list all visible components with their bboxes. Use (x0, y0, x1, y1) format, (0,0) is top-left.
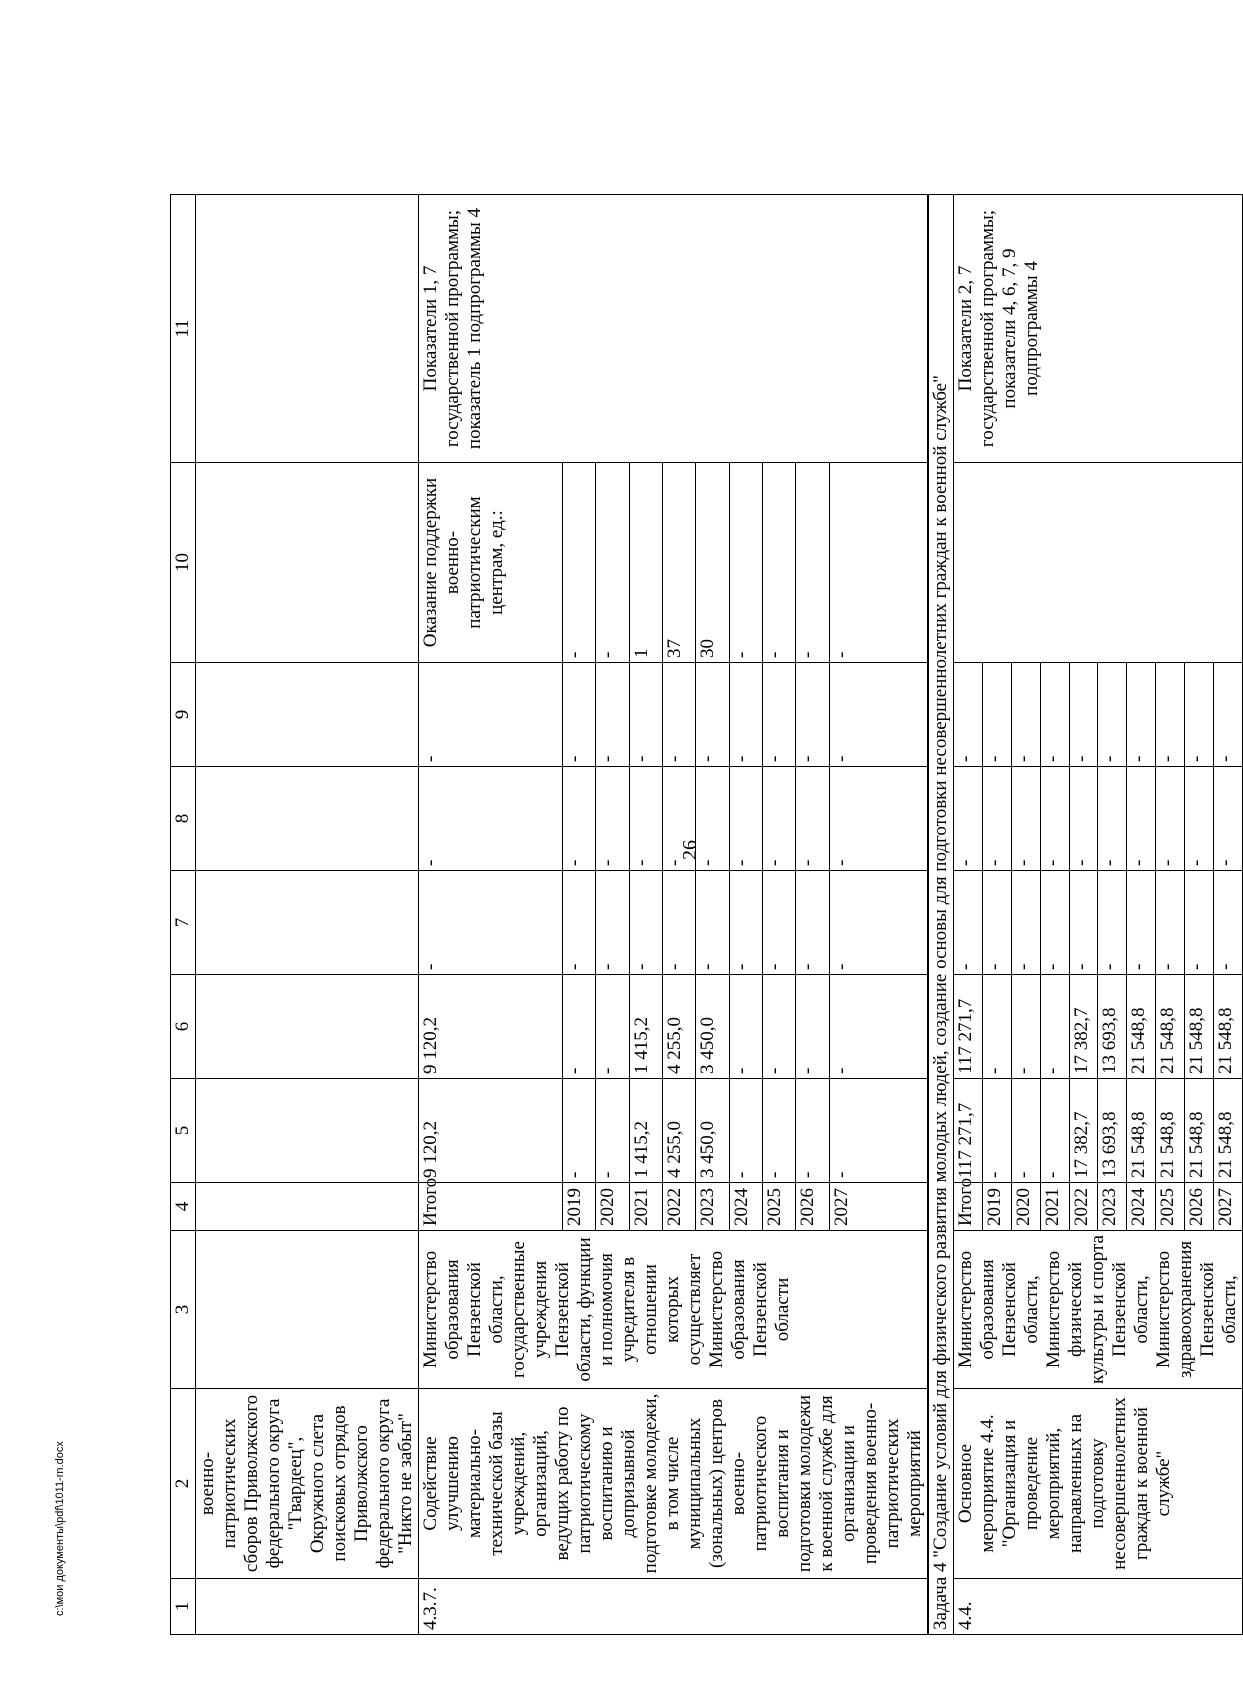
value-cell: - (796, 767, 829, 871)
year-cell: 2022 (1069, 1183, 1098, 1231)
value-cell: - (1214, 871, 1243, 975)
program-measures-table (170, 194, 1243, 1635)
header-cell: 11 (171, 195, 196, 463)
value-cell: - (563, 871, 596, 975)
value-cell: - (1214, 663, 1243, 767)
value-cell: - (1011, 1079, 1040, 1183)
measure-number-cell: 4.3.7. (419, 1579, 929, 1635)
row-4-3-7-total (419, 195, 563, 1635)
value-cell: - (729, 663, 762, 767)
header-cell: 4 (171, 1183, 196, 1231)
value-cell: - (954, 767, 983, 871)
value-cell: - (1185, 663, 1214, 767)
value-cell: - (563, 767, 596, 871)
value-cell: - (1127, 663, 1156, 767)
value-cell: - (663, 871, 696, 975)
value-cell: 1 (629, 463, 662, 663)
value-cell: 13 693,8 (1098, 975, 1127, 1079)
value-cell: - (596, 663, 629, 767)
value-cell: - (829, 1079, 928, 1183)
value-cell: - (1069, 663, 1098, 767)
value-cell: - (1098, 767, 1127, 871)
measure-name-cell: военно-патриотических сборов Приволжского федерального округа "Гвардеец", Окружного слета поисковых отрядов Приволжского федерального округа "Никто не забыт" (196, 1389, 419, 1579)
value-cell: - (763, 663, 796, 767)
table-body (171, 195, 1243, 1635)
value-cell: - (763, 767, 796, 871)
value-cell: - (629, 767, 662, 871)
value-cell: - (954, 663, 983, 767)
value-cell: - (829, 871, 928, 975)
value-cell: - (419, 871, 563, 975)
year-cell: Итого (419, 1183, 563, 1231)
value-cell: - (1214, 767, 1243, 871)
year-cell: Итого (954, 1183, 983, 1231)
year-cell: 2019 (982, 1183, 1011, 1231)
value-cell: - (982, 871, 1011, 975)
value-cell: 21 548,8 (1185, 975, 1214, 1079)
value-cell: - (1127, 767, 1156, 871)
value-cell: 21 548,8 (1214, 1079, 1243, 1183)
year-cell: 2021 (629, 1183, 662, 1231)
value-cell: - (763, 975, 796, 1079)
value-cell: - (729, 767, 762, 871)
empty-cell (196, 1183, 419, 1231)
value-cell: 117 271,7 (954, 1079, 983, 1183)
value-cell: - (563, 975, 596, 1079)
value-cell: 30 (696, 463, 729, 663)
year-cell: 2025 (1156, 1183, 1185, 1231)
header-cell: 7 (171, 871, 196, 975)
value-cell: - (1098, 871, 1127, 975)
value-cell: - (729, 463, 762, 663)
value-cell: 21 548,8 (1127, 1079, 1156, 1183)
value-cell: 117 271,7 (954, 975, 983, 1079)
value-cell: - (1011, 767, 1040, 871)
year-cell: 2019 (563, 1183, 596, 1231)
empty-cell (196, 1079, 419, 1183)
measure-number-cell: 4.4. (954, 1579, 1243, 1635)
value-cell: - (763, 1079, 796, 1183)
value-cell: - (796, 975, 829, 1079)
value-cell: - (596, 975, 629, 1079)
value-cell: - (796, 463, 829, 663)
value-cell: - (1098, 663, 1127, 767)
indicators-ref-cell: Показатели 1, 7 государственной программы; показатель 1 подпрограммы 4 (419, 195, 929, 463)
value-cell: - (629, 663, 662, 767)
value-cell: - (829, 663, 928, 767)
value-cell: - (1011, 975, 1040, 1079)
value-cell: - (696, 767, 729, 871)
year-cell: 2023 (1098, 1183, 1127, 1231)
year-cell: 2026 (1185, 1183, 1214, 1231)
row-4-4-total (954, 195, 983, 1635)
value-cell: - (1040, 871, 1069, 975)
year-cell: 2023 (696, 1183, 729, 1231)
year-cell: 2024 (1127, 1183, 1156, 1231)
empty-cell (196, 871, 419, 975)
header-cell: 10 (171, 463, 196, 663)
value-cell: - (596, 767, 629, 871)
value-cell: - (982, 663, 1011, 767)
value-cell: - (729, 975, 762, 1079)
indicators-ref-cell: Показатели 2, 7 государственной программы; показатели 4, 6, 7, 9 подпрограммы 4 (954, 195, 1243, 463)
value-cell: - (596, 463, 629, 663)
year-cell: 2027 (829, 1183, 928, 1231)
header-cell: 3 (171, 1231, 196, 1389)
value-cell: - (729, 871, 762, 975)
header-cell: 9 (171, 663, 196, 767)
header-cell: 1 (171, 1579, 196, 1635)
value-cell: 1 415,2 (629, 975, 662, 1079)
empty-cell (196, 767, 419, 871)
empty-cell (196, 195, 419, 463)
year-cell: 2025 (763, 1183, 796, 1231)
executor-cell: Министерство образования Пензенской области, Министерство физической культуры и спорта Пензенской области, Министерство здравоохранения Пензенской области, (954, 1231, 1243, 1389)
value-cell: - (1185, 767, 1214, 871)
value-cell: - (763, 463, 796, 663)
value-cell: - (1069, 767, 1098, 871)
value-cell: - (1069, 871, 1098, 975)
year-cell: 2024 (729, 1183, 762, 1231)
task-4-title: Задача 4 "Создание условий для физического развития молодых людей, создание основы для подготовки несовершеннолетних граждан к военной службе" (928, 195, 954, 1635)
value-cell: 13 693,8 (1098, 1079, 1127, 1183)
value-cell: 1 415,2 (629, 1079, 662, 1183)
indicator-cell: Оказание поддержки военно-патриотическим центрам, ед.: (419, 463, 563, 663)
value-cell: - (763, 871, 796, 975)
value-cell: - (729, 1079, 762, 1183)
header-cell: 8 (171, 767, 196, 871)
value-cell: - (1040, 767, 1069, 871)
value-cell: - (629, 871, 662, 975)
value-cell: - (796, 663, 829, 767)
value-cell: - (982, 975, 1011, 1079)
value-cell: - (1040, 1079, 1069, 1183)
value-cell: - (954, 871, 983, 975)
value-cell: - (563, 463, 596, 663)
rotated-table-container (170, 195, 1240, 1635)
num-cell (196, 1579, 419, 1635)
value-cell: 3 450,0 (696, 975, 729, 1079)
value-cell: - (829, 767, 928, 871)
value-cell: - (696, 871, 729, 975)
value-cell: 9 120,2 (419, 975, 563, 1079)
indicator-cell (954, 463, 1243, 663)
header-cell: 5 (171, 1079, 196, 1183)
value-cell: - (982, 1079, 1011, 1183)
value-cell: - (563, 663, 596, 767)
value-cell: - (1156, 871, 1185, 975)
value-cell: - (1040, 663, 1069, 767)
year-cell: 2026 (796, 1183, 829, 1231)
empty-cell (196, 463, 419, 663)
value-cell: 17 382,7 (1069, 1079, 1098, 1183)
value-cell: 4 255,0 (663, 975, 696, 1079)
task-4-row (928, 195, 954, 1635)
value-cell: - (829, 975, 928, 1079)
year-cell: 2020 (1011, 1183, 1040, 1231)
value-cell: - (1127, 871, 1156, 975)
year-cell: 2020 (596, 1183, 629, 1231)
value-cell: - (829, 463, 928, 663)
value-cell: - (1011, 663, 1040, 767)
value-cell: 21 548,8 (1185, 1079, 1214, 1183)
value-cell: - (796, 1079, 829, 1183)
value-cell: - (419, 663, 563, 767)
continued-row (196, 195, 419, 1635)
value-cell: 37 (663, 463, 696, 663)
value-cell: - (596, 871, 629, 975)
executor-cell: Министерство образования Пензенской области, государственные учреждения Пензенской области, функции и полномочия учредителя в отношении которых осуществляет Министерство образования Пензенской области (419, 1231, 929, 1389)
value-cell: 17 382,7 (1069, 975, 1098, 1079)
value-cell: - (1156, 663, 1185, 767)
year-cell: 2027 (1214, 1183, 1243, 1231)
measure-name-cell: Основное мероприятие 4.4. "Организация и проведение мероприятий, направленных на подготовку несовершеннолетних граждан к военной службе" (954, 1389, 1243, 1579)
footer-file-path: c:\мои документы\pdf\1011-rn.docx (54, 1441, 66, 1616)
value-cell: 21 548,8 (1214, 975, 1243, 1079)
value-cell: - (1040, 975, 1069, 1079)
value-cell: - (563, 1079, 596, 1183)
value-cell: - (596, 1079, 629, 1183)
value-cell: 21 548,8 (1127, 975, 1156, 1079)
value-cell: - (1185, 871, 1214, 975)
page-number: 26 (679, 840, 701, 860)
value-cell: 9 120,2 (419, 1079, 563, 1183)
empty-cell (196, 975, 419, 1079)
value-cell: 3 450,0 (696, 1079, 729, 1183)
value-cell: - (1011, 871, 1040, 975)
value-cell: - (1156, 767, 1185, 871)
value-cell: 21 548,8 (1156, 1079, 1185, 1183)
header-cell: 2 (171, 1389, 196, 1579)
executor-cell (196, 1231, 419, 1389)
value-cell: - (982, 767, 1011, 871)
year-cell: 2022 (663, 1183, 696, 1231)
value-cell: - (419, 767, 563, 871)
value-cell: - (696, 663, 729, 767)
value-cell: - (663, 767, 696, 871)
value-cell: 4 255,0 (663, 1079, 696, 1183)
value-cell: 21 548,8 (1156, 975, 1185, 1079)
empty-cell (196, 663, 419, 767)
year-cell: 2021 (1040, 1183, 1069, 1231)
value-cell: - (796, 871, 829, 975)
header-cell: 6 (171, 975, 196, 1079)
value-cell: - (663, 663, 696, 767)
measure-name-cell: Содействие улучшению материально-технической базы учреждений, организаций, ведущих работу по патриотическому воспитанию и допризывной подготовке молодежи, в том числе муниципальных (зональных) центров военно-патриотического воспитания и подготовки молодежи к военной службе для организации и проведения военно-патриотических мероприятий (419, 1389, 929, 1579)
header-row (171, 195, 196, 1635)
